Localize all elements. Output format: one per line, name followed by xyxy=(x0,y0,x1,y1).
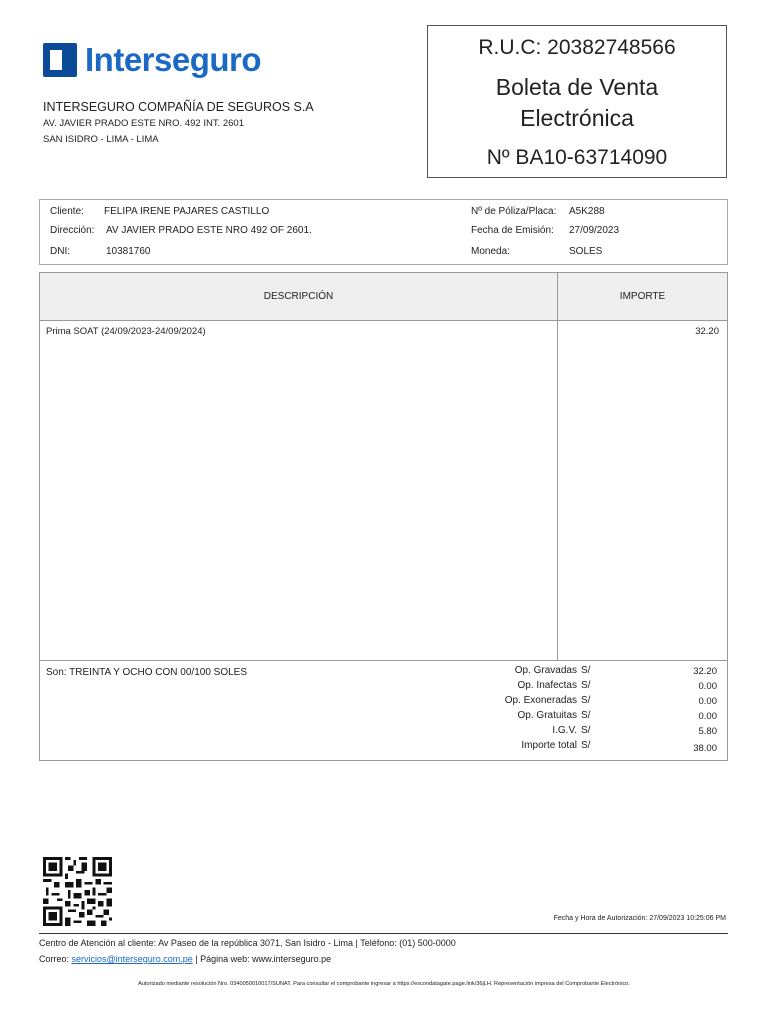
total-value: 5.80 xyxy=(698,726,717,737)
customer-service-info: Centro de Atención al cliente: Av Paseo de la república 3071, San Isidro - Lima | Teléfono: (01) 500-0000 xyxy=(39,938,456,948)
total-label: Op. Exoneradas xyxy=(504,695,577,706)
policy-label: Nº de Póliza/Placa: xyxy=(471,206,557,217)
document-number: Nº BA10-63714090 xyxy=(486,146,668,169)
policy-value: A5K288 xyxy=(569,206,605,217)
email-label: Correo: xyxy=(39,954,70,964)
client-name-label: Cliente: xyxy=(50,206,84,217)
client-dni-label: DNI: xyxy=(50,246,70,257)
currency-symbol: S/ xyxy=(581,725,591,736)
header-description: DESCRIPCIÓN xyxy=(263,291,334,302)
total-label: Importe total xyxy=(521,740,577,751)
total-value: 0.00 xyxy=(698,696,717,707)
currency-symbol: S/ xyxy=(581,740,591,751)
currency-symbol: S/ xyxy=(581,710,591,721)
column-divider xyxy=(557,273,558,660)
total-value: 0.00 xyxy=(698,681,717,692)
currency-symbol: S/ xyxy=(581,680,591,691)
total-label: Op. Gratuitas xyxy=(517,710,577,721)
client-info-box xyxy=(39,199,728,265)
issue-date-label: Fecha de Emisión: xyxy=(471,225,554,236)
contact-line xyxy=(39,954,331,964)
authorization-time: Fecha y Hora de Autorización: 27/09/2023 10:25:06 PM xyxy=(553,915,726,922)
item-amount: 32.20 xyxy=(695,326,719,337)
total-value: 38.00 xyxy=(693,743,717,754)
total-value: 0.00 xyxy=(698,711,717,722)
legal-notice: Autorizado mediante resolución Nro. 0340050010017/SUNAT. Para consultar el comprobante ingresar a https://escondatagate.page.link/36jLH. Representación impresa del Comprobante Electrónico. xyxy=(138,981,630,987)
header-amount: IMPORTE xyxy=(619,291,666,302)
currency-value: SOLES xyxy=(569,246,603,257)
interseguro-logo-icon xyxy=(43,43,77,77)
document-type-line2: Electrónica xyxy=(520,105,634,131)
client-address: AV JAVIER PRADO ESTE NRO 492 OF 2601. xyxy=(106,225,312,236)
total-label: Op. Gravadas xyxy=(514,665,577,676)
company-name: INTERSEGURO COMPAÑÍA DE SEGUROS S.A xyxy=(43,100,314,114)
item-description: Prima SOAT (24/09/2023-24/09/2024) xyxy=(46,326,206,337)
qr-code-icon xyxy=(43,857,112,926)
totals-divider xyxy=(40,660,727,661)
client-address-label: Dirección: xyxy=(50,225,95,236)
amount-in-words: Son: TREINTA Y OCHO CON 00/100 SOLES xyxy=(46,667,248,678)
total-label: Op. Inafectas xyxy=(517,680,577,691)
ruc-number: R.U.C: 20382748566 xyxy=(478,36,676,59)
company-address: AV. JAVIER PRADO ESTE NRO. 492 INT. 2601 xyxy=(43,118,244,129)
total-label: I.G.V. xyxy=(552,725,577,736)
logo-text: Interseguro xyxy=(85,41,262,78)
client-name: FELIPA IRENE PAJARES CASTILLO xyxy=(104,206,270,217)
footer-divider xyxy=(39,933,728,934)
items-table xyxy=(39,272,728,761)
currency-symbol: S/ xyxy=(581,665,591,676)
email-link[interactable]: servicios@interseguro.com.pe xyxy=(71,954,193,964)
document-type: Boleta de Venta xyxy=(495,74,659,100)
currency-label: Moneda: xyxy=(471,246,510,257)
company-logo xyxy=(43,40,261,80)
client-dni: 10381760 xyxy=(106,246,151,257)
currency-symbol: S/ xyxy=(581,695,591,706)
table-header xyxy=(40,273,727,321)
company-city: SAN ISIDRO - LIMA - LIMA xyxy=(43,134,159,145)
document-header-box xyxy=(427,25,727,178)
total-value: 32.20 xyxy=(693,666,717,677)
issue-date: 27/09/2023 xyxy=(569,225,620,236)
website-info: | Página web: www.interseguro.pe xyxy=(195,954,332,964)
